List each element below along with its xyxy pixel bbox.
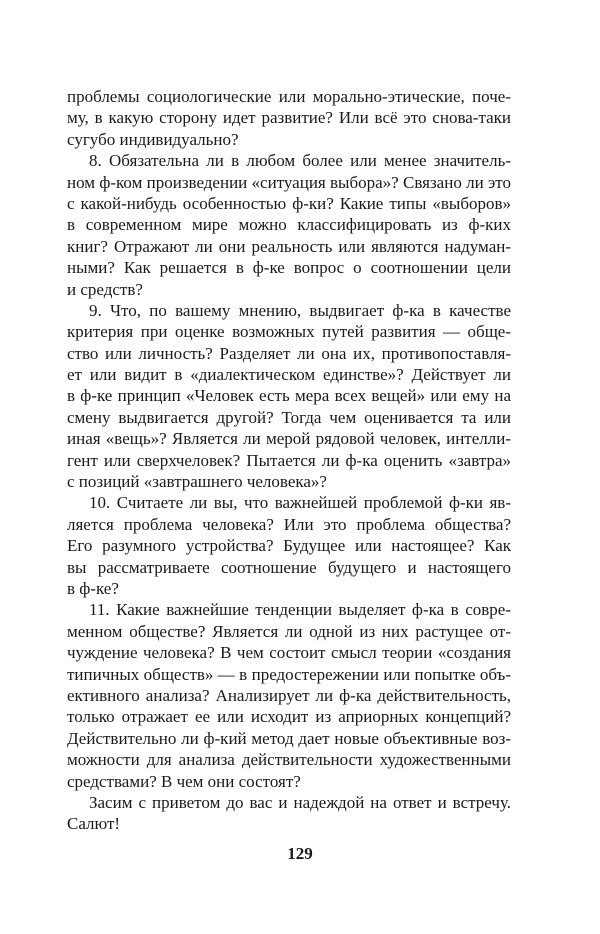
text-line: иная «вещь»? Является ли мерой рядовой человек, интелли- <box>67 429 511 449</box>
text-line: ство или личность? Разделяет ли она их, противопоставля- <box>67 343 511 363</box>
text-line: критерия при оценке возможных путей развития — обще- <box>67 322 511 342</box>
text-line: чуждение человека? В чем состоит смысл теории «создания <box>67 643 511 663</box>
text-line: Действительно ли ф-кий метод дает новые объективные воз- <box>67 728 511 748</box>
text-line: му, в какую сторону идет развитие? Или всё это снова-таки <box>67 108 511 128</box>
text-line: Салют! <box>67 814 121 834</box>
text-line: в современном мире можно классифицировать из ф-ких <box>67 215 511 235</box>
paragraph-question-9 <box>67 300 511 493</box>
text-line: и средств? <box>67 279 143 299</box>
text-line: 11. Какие важнейшие тенденции выделяет ф-ка в совре- <box>89 600 511 620</box>
paragraph-continuation <box>67 86 511 150</box>
paragraph-question-8 <box>67 150 511 300</box>
text-line: книг? Отражают ли они реальность или являются надуман- <box>67 236 511 256</box>
text-line: вы рассматриваете соотношение будущего и настоящего <box>67 557 511 577</box>
text-line: с позиций «завтрашнего человека»? <box>67 472 327 492</box>
text-line: только отражает ее или исходит из априорных концепций? <box>67 707 511 727</box>
paragraph-question-10 <box>67 492 511 599</box>
text-line: в ф-ке? <box>67 578 119 598</box>
paragraph-question-11 <box>67 599 511 792</box>
text-line: 9. Что, по вашему мнению, выдвигает ф-ка в качестве <box>89 300 511 320</box>
text-line: типичных обществ» — в предостережении или попытке объ- <box>67 664 511 684</box>
text-line: 8. Обязательна ли в любом более или менее значитель- <box>89 151 511 171</box>
text-line: с какой-нибудь особенностью ф-ки? Какие типы «выборов» <box>67 193 511 213</box>
text-line: ет или видит в «диалектическом единстве»? Действует ли <box>67 365 511 385</box>
text-line: гент или сверхчеловек? Пытается ли ф-ка оценить «завтра» <box>67 450 511 470</box>
text-line: в ф-ке принцип «Человек есть мера всех вещей» или ему на <box>67 386 511 406</box>
text-line: сугубо индивидуально? <box>67 129 239 149</box>
text-line: ном ф-ком произведении «ситуация выбора»? Связано ли это <box>67 172 511 192</box>
text-line: Засим с приветом до вас и надеждой на ответ и встречу. <box>89 792 511 812</box>
text-line: 10. Считаете ли вы, что важнейшей проблемой ф-ки яв- <box>89 493 511 513</box>
body-text <box>67 86 511 835</box>
text-line: смену выдвигается другой? Тогда чем оценивается та или <box>67 407 511 427</box>
text-line: проблемы социологические или морально-этические, поче- <box>67 87 511 106</box>
text-line: ективного анализа? Анализирует ли ф-ка действительность, <box>67 685 511 705</box>
text-line: менном обществе? Является ли одной из них растущее от- <box>67 621 511 641</box>
text-line: ными? Как решается в ф-ке вопрос о соотношении цели <box>67 258 511 278</box>
text-line: средствами? В чем они состоят? <box>67 771 301 791</box>
text-line: можности для анализа действительности художественными <box>67 750 511 770</box>
page-number: 129 <box>287 844 313 863</box>
text-line: Его разумного устройства? Будущее или настоящее? Как <box>67 536 511 556</box>
paragraph-closing <box>67 792 511 835</box>
text-line: ляется проблема человека? Или это проблема общества? <box>67 514 511 534</box>
